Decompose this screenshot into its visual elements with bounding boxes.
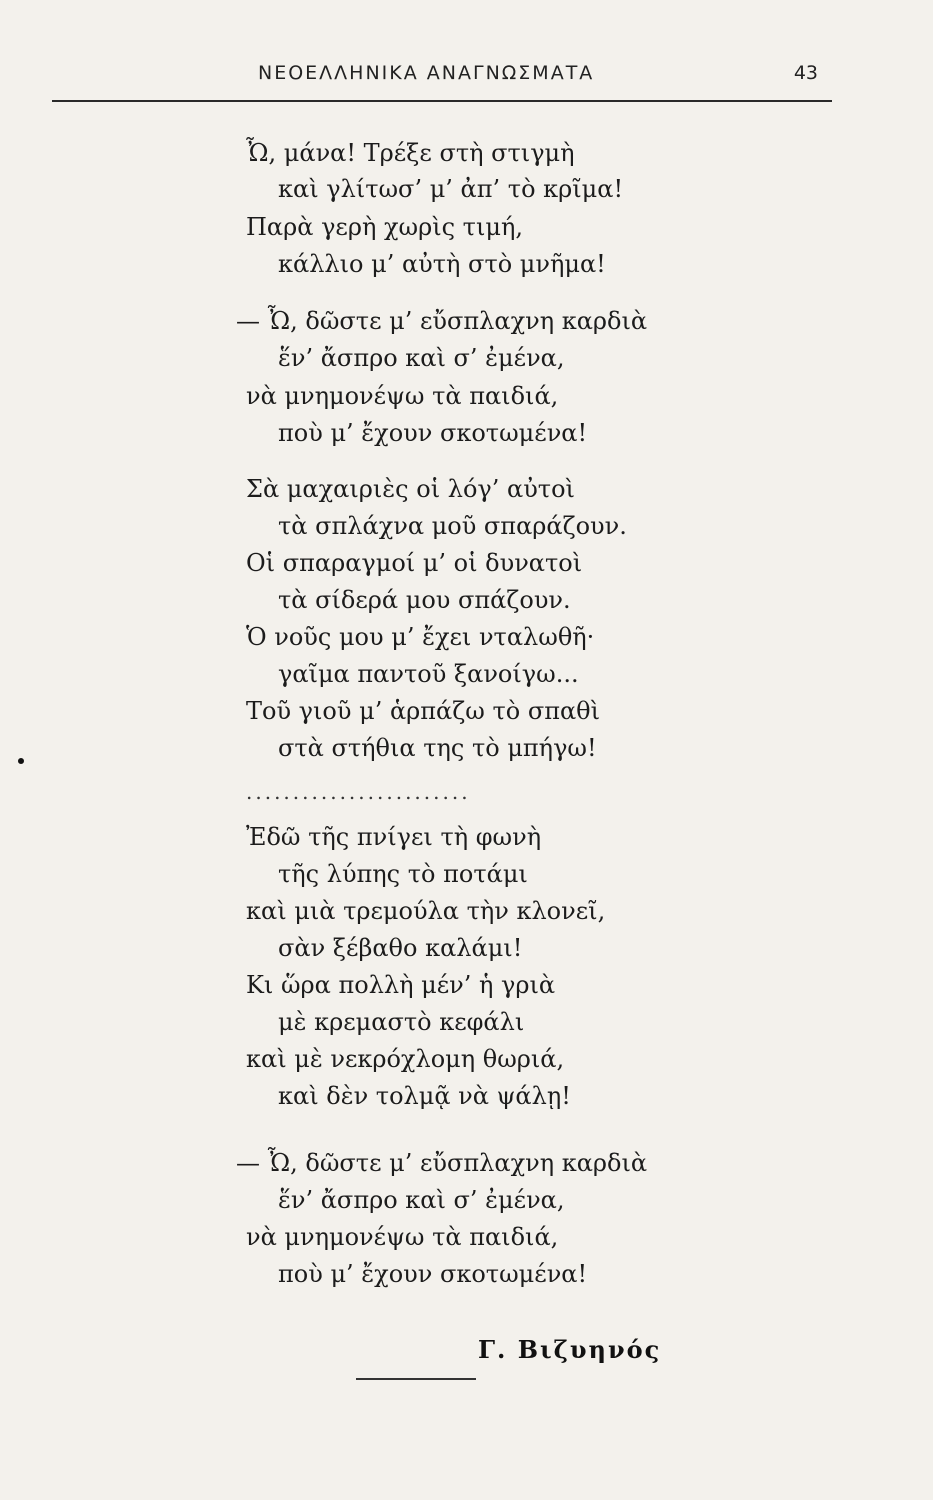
poem-line: ποὺ μ’ ἔχουν σκοτωμένα! bbox=[278, 419, 588, 447]
running-header bbox=[258, 62, 818, 94]
ink-speck bbox=[18, 758, 24, 764]
poem-line: ἕν’ ἄσπρο καὶ σ’ ἐμένα, bbox=[278, 344, 565, 372]
author-signature: Γ. Βιζυηνός bbox=[478, 1335, 662, 1364]
poem-line: Ἐδῶ τῆς πνίγει τὴ φωνὴ bbox=[246, 823, 542, 851]
poem-line: Σὰ μαχαιριὲς οἱ λόγ’ αὐτοὶ bbox=[246, 475, 575, 503]
poem-line: στὰ στήθια της τὸ μπήγω! bbox=[278, 734, 597, 762]
running-title: ΝΕΟΕΛΛΗΝΙΚΑ ΑΝΑΓΝΩΣΜΑΤΑ bbox=[258, 62, 595, 84]
poem-line: — Ὦ, δῶστε μ’ εὔσπλαχνη καρδιὰ bbox=[236, 1149, 648, 1177]
poem-line: Παρὰ γερὴ χωρὶς τιμή, bbox=[246, 213, 523, 241]
poem-line: Οἱ σπαραγμοί μ’ οἱ δυνατοὶ bbox=[246, 549, 583, 577]
poem-line: Ὦ, μάνα! Τρέξε στὴ στιγμὴ bbox=[246, 139, 575, 167]
poem-line: καὶ δὲν τολμᾷ νὰ ψάλῃ! bbox=[278, 1082, 571, 1110]
poem-line: Κι ὥρα πολλὴ μέν’ ἡ γριὰ bbox=[246, 971, 556, 999]
poem-line: νὰ μνημονέψω τὰ παιδιά, bbox=[246, 1223, 559, 1251]
poem-line: κάλλιο μ’ αὐτὴ στὸ μνῆμα! bbox=[278, 250, 606, 278]
poem-line: τὰ σπλάχνα μοῦ σπαράζουν. bbox=[278, 512, 627, 540]
header-rule bbox=[52, 100, 832, 102]
section-separator: ........................ bbox=[246, 780, 471, 804]
poem-line: τῆς λύπης τὸ ποτάμι bbox=[278, 860, 528, 888]
poem-line: τὰ σίδερά μου σπάζουν. bbox=[278, 586, 571, 614]
poem-line: μὲ κρεμαστὸ κεφάλι bbox=[278, 1008, 525, 1036]
poem-line: Ὁ νοῦς μου μ’ ἔχει νταλωθῆ· bbox=[246, 623, 595, 651]
poem-line: γαῖμα παντοῦ ξανοίγω... bbox=[278, 660, 579, 688]
page-number: 43 bbox=[793, 62, 818, 84]
end-rule bbox=[356, 1378, 476, 1380]
poem-line: — Ὦ, δῶστε μ’ εὔσπλαχνη καρδιὰ bbox=[236, 307, 648, 335]
poem-line: καὶ μὲ νεκρόχλομη θωριά, bbox=[246, 1045, 565, 1073]
poem-line: σὰν ξέβαθο καλάμι! bbox=[278, 934, 523, 962]
poem-line: ποὺ μ’ ἔχουν σκοτωμένα! bbox=[278, 1260, 588, 1288]
poem-line: νὰ μνημονέψω τὰ παιδιά, bbox=[246, 382, 559, 410]
poem-line: καὶ γλίτωσ’ μ’ ἀπ’ τὸ κρῖμα! bbox=[278, 175, 624, 203]
poem-line: καὶ μιὰ τρεμούλα τὴν κλονεῖ, bbox=[246, 897, 606, 925]
poem-line: Τοῦ γιοῦ μ’ ἁρπάζω τὸ σπαθὶ bbox=[246, 697, 601, 725]
poem-line: ἕν’ ἄσπρο καὶ σ’ ἐμένα, bbox=[278, 1186, 565, 1214]
